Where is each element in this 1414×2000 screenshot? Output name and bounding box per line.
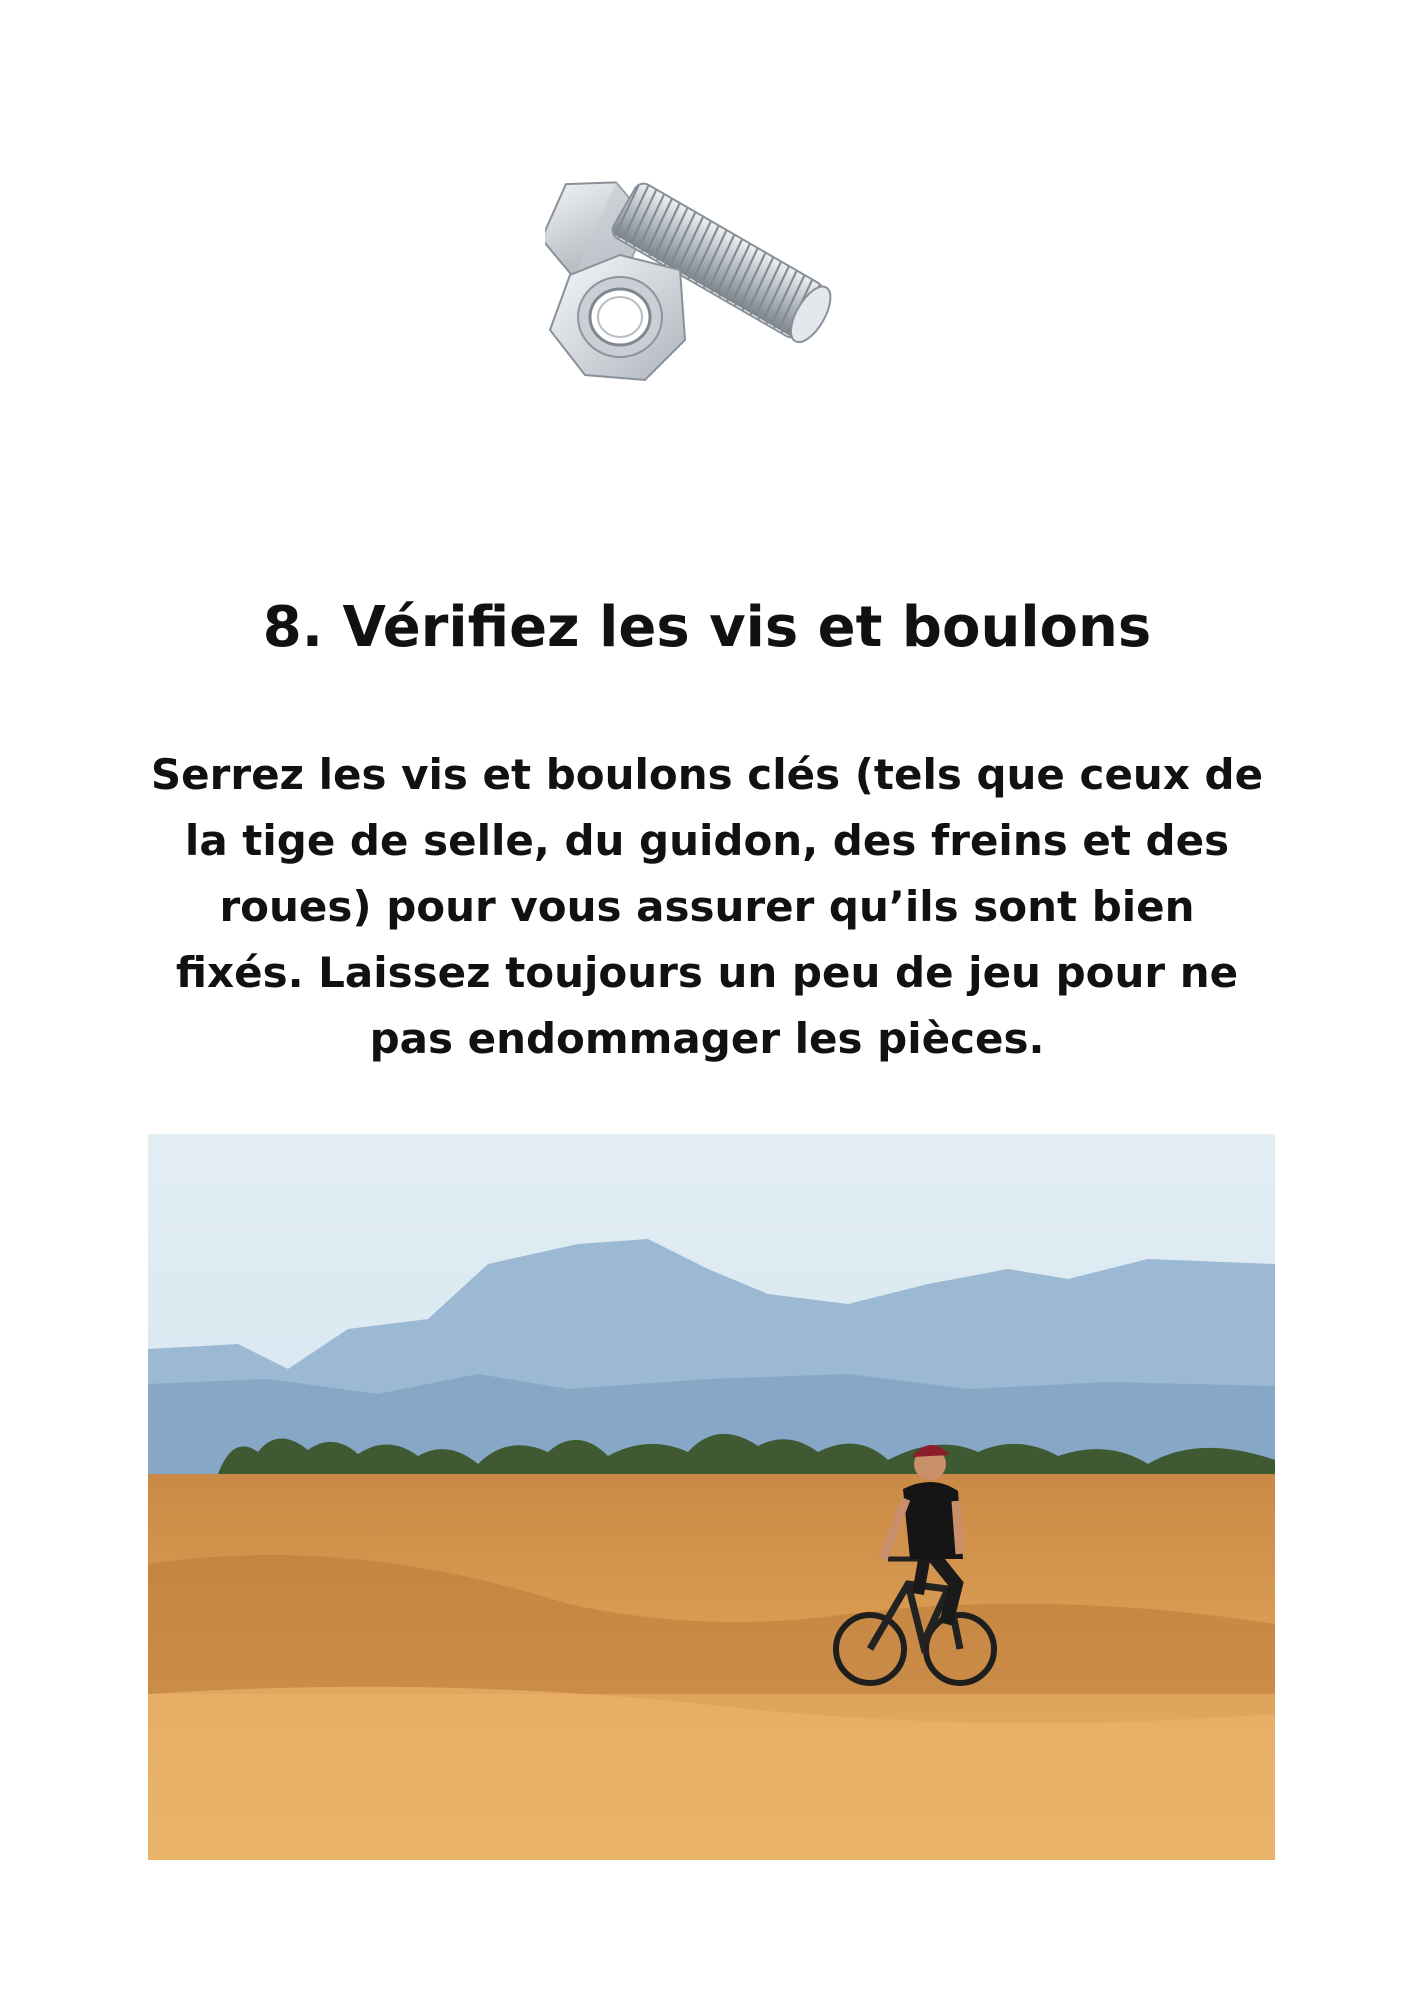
body-paragraph [120,742,1294,1072]
paragraph-line: roues) pour vous assurer qu’ils sont bien [219,882,1195,931]
cyclist-photo [148,1134,1275,1860]
bolt-and-nut-icon [545,135,875,420]
paragraph-line: fixés. Laissez toujours un peu de jeu pour ne [175,948,1239,997]
paragraph-line: pas endommager les pièces. [369,1014,1045,1063]
page-title: 8. Vérifiez les vis et boulons [262,595,1152,660]
paragraph-line: la tige de selle, du guidon, des freins et des [184,816,1230,865]
paragraph-line: Serrez les vis et boulons clés (tels que ceux de [150,750,1264,799]
